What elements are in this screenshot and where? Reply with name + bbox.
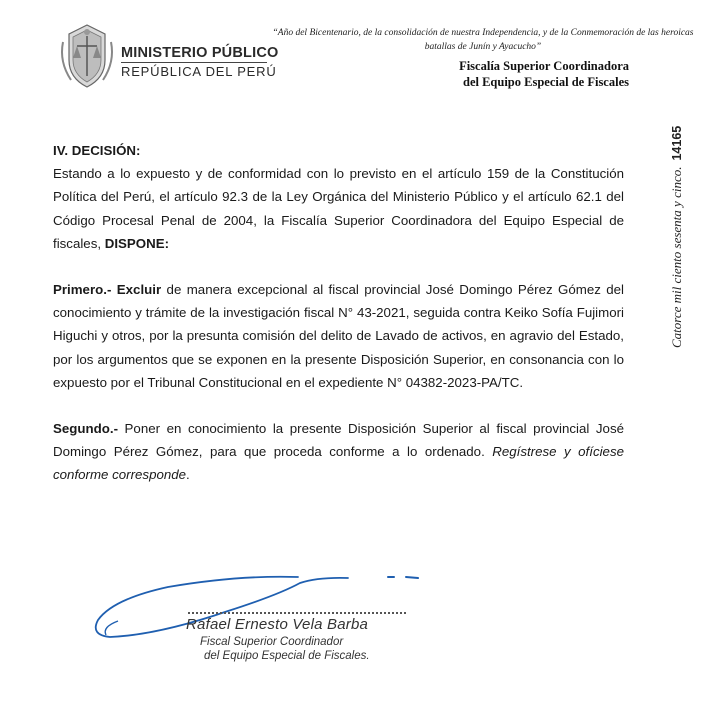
segundo-label: Segundo.- bbox=[53, 421, 118, 437]
document-body bbox=[53, 139, 624, 487]
primero-label: Primero.- bbox=[53, 282, 112, 298]
decision-intro-text: Estando a lo expuesto y de conformidad con lo previsto en el artículo 159 de la Constitución Política del Perú, el artículo 92.3 de la Ley Orgánica del Ministerio Público y el artículo 62.1 del Código Procesal Penal de 2004, la Fiscalía Superior Coordinadora del Equipo Especial de fiscales, bbox=[53, 166, 624, 251]
segundo-paragraph: Segundo.- Poner en conocimiento la presente Disposición Superior al fiscal provincial José Domingo Pérez Gómez, para que proceda conforme a lo ordenado. Regístrese y ofíciese conforme corresponde. bbox=[53, 421, 624, 483]
ministry-wordmark bbox=[121, 45, 278, 79]
office-line1: Fiscalía Superior Coordinadora bbox=[459, 59, 629, 73]
segundo-closing: Regístrese y ofíciese conforme corresponde bbox=[53, 444, 624, 483]
folio-words: Catorce mil ciento sesenta y cinco. bbox=[669, 166, 684, 348]
year-motto bbox=[268, 26, 698, 54]
decision-keyword: DISPONE: bbox=[104, 235, 170, 251]
primero-paragraph bbox=[53, 278, 624, 394]
year-motto-line1: “Año del Bicentenario, de la consolidación de nuestra Independencia, y de la Conmemoración de las heroicas bbox=[272, 28, 694, 38]
signature-dotted-line bbox=[188, 612, 406, 614]
ministry-name: MINISTERIO PÚBLICO bbox=[121, 45, 279, 61]
segundo-text: Poner en conocimiento la presente Disposición Superior al fiscal provincial José Domingo Pérez Gómez, para que proceda conforme a lo ordenado. bbox=[53, 421, 624, 460]
signer-title-line1: Fiscal Superior Coordinador bbox=[200, 636, 344, 648]
wordmark-divider bbox=[121, 62, 267, 63]
ministry-country: REPÚBLICA DEL PERÚ bbox=[121, 64, 277, 79]
primero-text: de manera excepcional al fiscal provincial José Domingo Pérez Gómez del conocimiento y trámite de la investigación fiscal N° 43-2021, seguida contra Keiko Sofía Fujimori Higuchi y otros, por la presunta comisión del delito de Lavado de activos, en agravio del Estado, por los argumentos que se exponen en la presente Disposición Superior, en consonancia con lo expuesto por el Tribunal Constitucional en el expediente N° 04382-2023-PA/TC. bbox=[53, 282, 625, 390]
decision-intro-paragraph bbox=[53, 162, 624, 255]
folio-number: 14165 bbox=[670, 125, 684, 161]
folio-margin-note bbox=[669, 126, 685, 348]
primero-verb: Excluir bbox=[116, 282, 162, 298]
section-title: IV. DECISIÓN: bbox=[53, 143, 141, 158]
office-line2: del Equipo Especial de Fiscales bbox=[463, 75, 629, 89]
office-heading bbox=[459, 58, 629, 90]
signer-name: Rafael Ernesto Vela Barba bbox=[186, 616, 369, 633]
signer-title-line2: del Equipo Especial de Fiscales. bbox=[204, 650, 370, 662]
ministry-crest-logo bbox=[57, 22, 117, 90]
year-motto-line2: batallas de Junín y Ayacucho” bbox=[424, 42, 542, 52]
